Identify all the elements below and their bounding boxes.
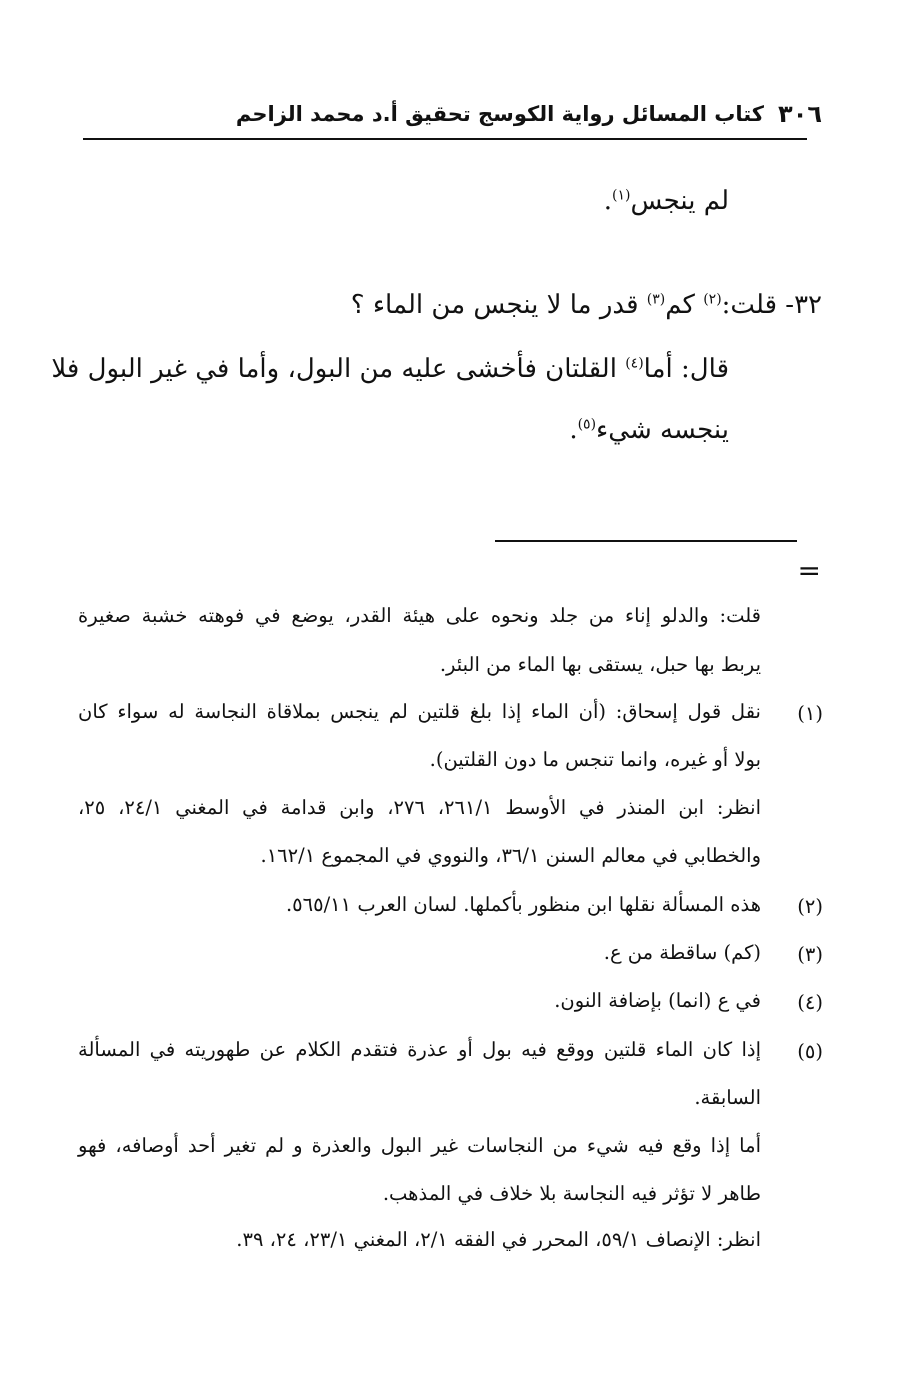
- question-line: ٣٢- قلت:$^{(٢)}$ كم$^{(٣)}$ قدر ما لا ينجس من الماء ؟: [350, 290, 822, 320]
- answer-line-1: قال: أما$^{(٤)}$ القلتان فأخشى عليه من البول، وأما في غير البول فلا: [51, 354, 729, 384]
- question-number: ٣٢-: [785, 290, 822, 320]
- main-line-1: لم ينجس$^{(١)}$.: [603, 186, 729, 216]
- page-number: ٣٠٦: [778, 100, 822, 128]
- footnote-5-line-2: السابقة.: [694, 1086, 761, 1109]
- footnote-2-text: هذه المسألة نقلها ابن منظور بأكملها. لسان العرب ٥٦٥/١١.: [285, 893, 761, 916]
- footnote-5-line-1: إذا كان الماء قلتين ووقع فيه بول أو عذرة فتقدم الكلام عن طهوريته في المسألة: [78, 1038, 761, 1061]
- footnote-continuation-line-1: قلت: والدلو إناء من جلد ونحوه على هيئة القدر، يوضع في فوهته خشبة صغيرة: [78, 604, 761, 627]
- footnote-4-text: في ع (انما) بإضافة النون.: [554, 989, 761, 1012]
- footnote-ref-2: (٢): [703, 291, 722, 308]
- footnote-1-line-4: والخطابي في معالم السنن ٣٦/١، والنووي في المجموع ١٦٢/١.: [260, 844, 761, 867]
- footnote-5-number: (٥): [797, 1040, 823, 1063]
- footnote-divider: [495, 540, 797, 542]
- header-rule: [83, 138, 807, 140]
- footnote-1-line-3: انظر: ابن المنذر في الأوسط ٢٦١/١، ٢٧٦، وابن قدامة في المغني ٢٤/١، ٢٥،: [78, 796, 762, 819]
- footnote-5-line-3: أما إذا وقع فيه شيء من النجاسات غير البول والعذرة و لم تغير أحد أوصافه، فهو: [78, 1134, 761, 1157]
- answer-line-2: ينجسه شيء$^{(٥)}$.: [569, 415, 729, 445]
- footnote-1-line-1: نقل قول إسحاق: (أن الماء إذا بلغ قلتين لم ينجس بملاقاة النجاسة له سواء كان: [78, 700, 761, 723]
- footnote-5-line-4: طاهر لا تؤثر فيه النجاسة بلا خلاف في المذهب.: [382, 1182, 761, 1205]
- footnote-continuation-line-2: يربط بها حبل، يستقى بها الماء من البئر.: [439, 653, 761, 676]
- footnote-ref-1: (١): [612, 187, 631, 204]
- footnote-3-number: (٣): [797, 943, 823, 966]
- footnote-4-number: (٤): [797, 991, 823, 1014]
- running-header-title: كتاب المسائل رواية الكوسج تحقيق أ.د محمد الزاحم: [235, 102, 764, 126]
- footnote-ref-3: (٣): [646, 291, 666, 308]
- continuation-mark: =: [797, 554, 821, 587]
- footnote-3-text: (كم) ساقطة من ع.: [603, 941, 761, 964]
- footnote-5-line-5: انظر: الإنصاف ٥٩/١، المحرر في الفقه ٢/١، المغني ٢٣/١، ٢٤، ٣٩.: [236, 1228, 761, 1251]
- footnote-2-number: (٢): [797, 895, 823, 918]
- footnote-ref-4: (٤): [625, 355, 644, 372]
- footnote-ref-5: (٥): [577, 416, 597, 433]
- footnote-1-line-2: بولا أو غيره، وانما تنجس ما دون القلتين).: [429, 748, 761, 771]
- footnote-1-number: (١): [797, 702, 823, 725]
